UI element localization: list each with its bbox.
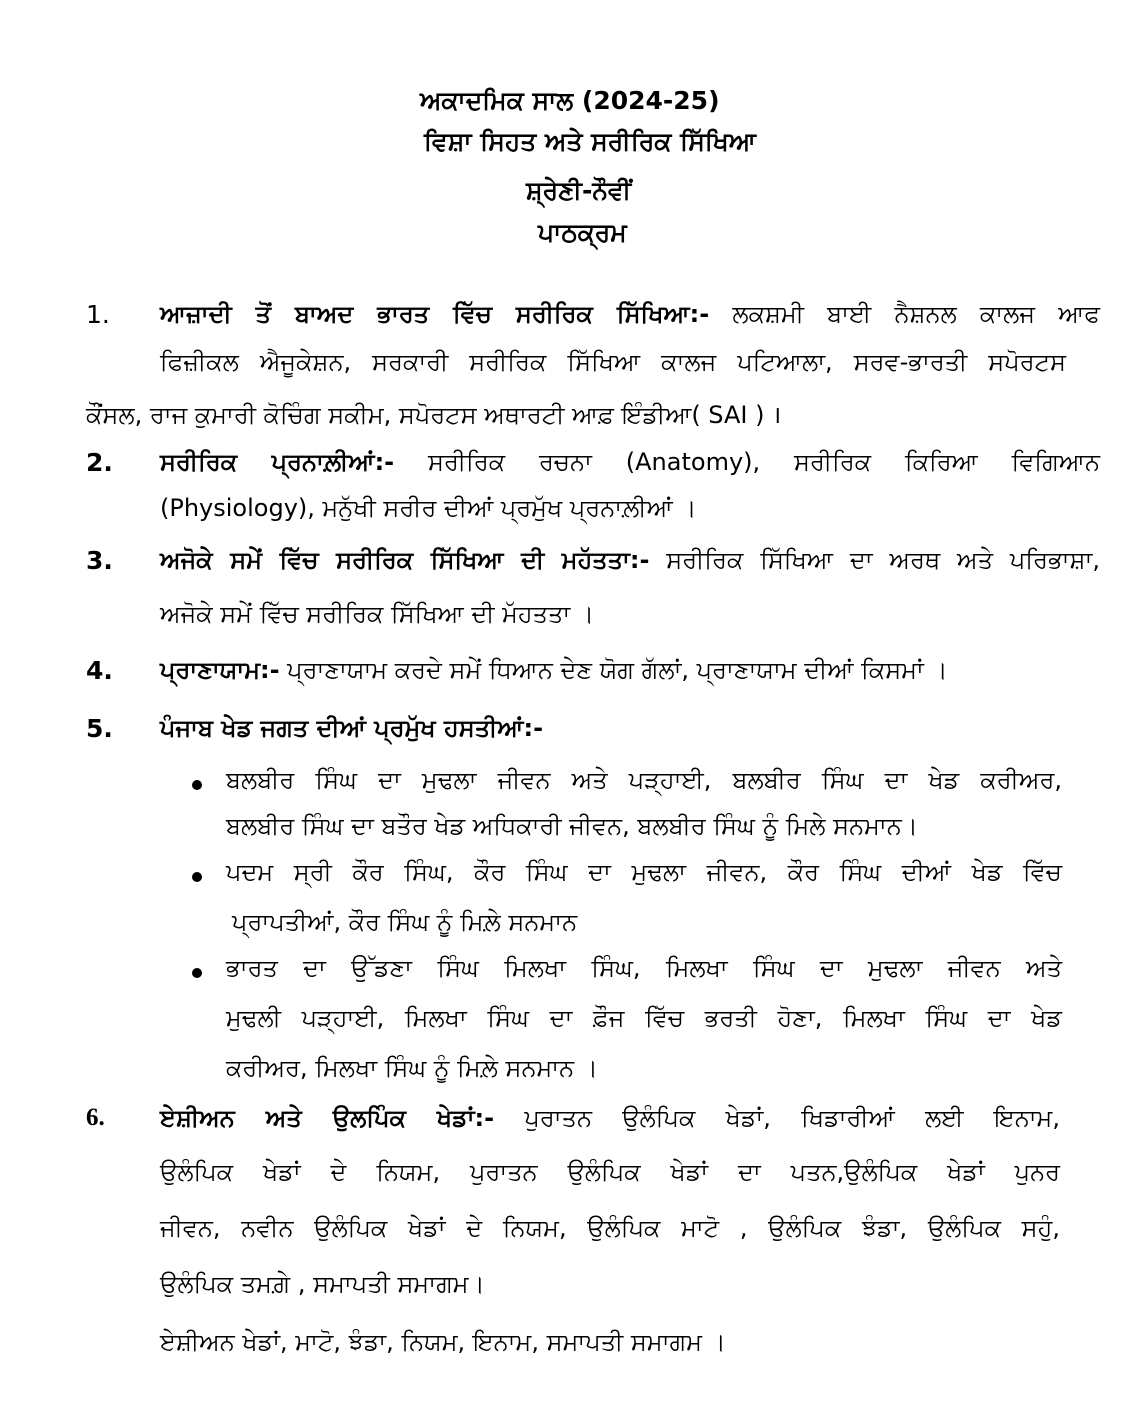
section-number: 6. [86, 1104, 105, 1131]
section-1-line-1 [160, 300, 1100, 328]
section-text: ਸਰੀਰਿਕ ਸਿੱਖਿਆ ਦਾ ਅਰਥ ਅਤੇ ਪਰਿਭਾਸ਼ਾ, [649, 546, 1100, 574]
section-title: ਆਜ਼ਾਦੀ ਤੋਂ ਬਾਅਦ ਭਾਰਤ ਵਿੱਚ ਸਰੀਰਿਕ ਸਿੱਖਿਆ:- [160, 300, 710, 328]
section-6-line-2: ਉਲੰਪਿਕ ਖੇਡਾਂ ਦੇ ਨਿਯਮ, ਪੁਰਾਤਨ ਉਲੰਪਿਕ ਖੇਡਾਂ ਦਾ ਪਤਨ,ਉਲੰਪਿਕ ਖੇਡਾਂ ਪੁਨਰ [160, 1158, 1060, 1186]
section-title: ਏਸ਼ੀਅਨ ਅਤੇ ਉਲਪਿੰਕ ਖੇਡਾਂ:- [160, 1104, 495, 1132]
section-title: ਪ੍ਰਾਣਾਯਾਮ:- [160, 656, 280, 684]
section-4-line-1 [160, 656, 948, 684]
section-2-line-2: (Physiology), ਮਨੁੱਖੀ ਸਰੀਰ ਦੀਆਂ ਪ੍ਰਮੁੱਖ ਪ੍ਰਨਾਲ਼ੀਆਂ । [160, 494, 697, 522]
section-1-line-3: ਕੌਂਸਲ, ਰਾਜ ਕੁਮਾਰੀ ਕੋਚਿੰਗ ਸਕੀਮ, ਸਪੋਰਟਸ ਅਥਾਰਟੀ ਆਫ਼ ਇੰਡੀਆ( SAI ) । [86, 401, 782, 429]
section-title: ਸਰੀਰਿਕ ਪ੍ਰਨਾਲ਼ੀਆਂ:- [160, 448, 395, 476]
bullet-icon [192, 968, 202, 978]
section-text: ਪੁਰਾਤਨ ਉਲੰਪਿਕ ਖੇਡਾਂ, ਖਿਡਾਰੀਆਂ ਲਈ ਇਨਾਮ, [494, 1104, 1060, 1132]
section-2-line-1 [160, 448, 1100, 476]
section-title: ਪੰਜਾਬ ਖੇਡ ਜਗਤ ਦੀਆਂ ਪ੍ਰਮੁੱਖ ਹਸਤੀਆਂ:- [160, 714, 544, 742]
section-3-line-1 [160, 546, 1100, 574]
section-text: ਸਰੀਰਿਕ ਰਚਨਾ (Anatomy), ਸਰੀਰਿਕ ਕਿਰਿਆ ਵਿਗਿਆਨ [394, 448, 1100, 476]
section-1-line-2: ਫਿਜ਼ੀਕਲ ਐਜੂਕੇਸ਼ਨ, ਸਰਕਾਰੀ ਸਰੀਰਿਕ ਸਿੱਖਿਆ ਕਾਲਜ ਪਟਿਆਲਾ, ਸਰਵ-ਭਾਰਤੀ ਸਪੋਰਟਸ [160, 348, 1066, 376]
section-3-line-2: ਅਜੋਕੇ ਸਮੇਂ ਵਿੱਚ ਸਰੀਰਿਕ ਸਿੱਖਿਆ ਦੀ ਮੱਹਤਤਾ । [160, 600, 595, 628]
section-number: 4. [86, 656, 113, 685]
section-title: ਅਜੋਕੇ ਸਮੇਂ ਵਿੱਚ ਸਰੀਰਿਕ ਸਿੱਖਿਆ ਦੀ ਮਹੱਤਤਾ:- [160, 546, 650, 574]
bullet-1-line-2: ਬਲਬੀਰ ਸਿੰਘ ਦਾ ਬਤੌਰ ਖੇਡ ਅਧਿਕਾਰੀ ਜੀਵਨ, ਬਲਬੀਰ ਸਿੰਘ ਨੂੰ ਮਿਲੇ ਸਨਮਾਨ। [226, 812, 918, 840]
bullet-icon [192, 872, 202, 882]
section-6-line-1 [160, 1104, 1060, 1132]
bullet-1-line-1: ਬਲਬੀਰ ਸਿੰਘ ਦਾ ਮੁਢਲਾ ਜੀਵਨ ਅਤੇ ਪੜ੍ਹਾਈ, ਬਲਬੀਰ ਸਿੰਘ ਦਾ ਖੇਡ ਕਰੀਅਰ, [226, 766, 1062, 794]
class-heading: ਸ਼੍ਰੇਣੀ-ਨੌਵੀਂ [526, 176, 632, 205]
section-text: ਪ੍ਰਾਣਾਯਾਮ ਕਰਦੇ ਸਮੇਂ ਧਿਆਨ ਦੇਣ ਯੋਗ ਗੱਲਾਂ, ਪ੍ਰਾਣਾਯਾਮ ਦੀਆਂ ਕਿਸਮਾਂ । [279, 656, 948, 684]
subject-heading: ਵਿਸ਼ਾ ਸਿਹਤ ਅਤੇ ਸਰੀਰਿਕ ਸਿੱਖਿਆ [424, 127, 756, 156]
section-number: 2. [86, 448, 113, 477]
bullet-2-line-2: ਪ੍ਰਾਪਤੀਆਂ, ਕੌਰ ਸਿੰਘ ਨੂੰ ਮਿਲ਼ੇ ਸਨਮਾਨ [232, 908, 578, 936]
bullet-3-line-2: ਮੁਢਲੀ ਪੜ੍ਹਾਈ, ਮਿਲਖਾ ਸਿੰਘ ਦਾ ਫ਼ੌਜ ਵਿੱਚ ਭਰਤੀ ਹੋਣਾ, ਮਿਲਖਾ ਸਿੰਘ ਦਾ ਖੇਡ [226, 1004, 1062, 1032]
section-number: 5. [86, 714, 113, 743]
syllabus-heading: ਪਾਠਕ੍ਰਮ [538, 218, 627, 247]
bullet-2-line-1: ਪਦਮ ਸ੍ਰੀ ਕੌਰ ਸਿੰਘ, ਕੌਰ ਸਿੰਘ ਦਾ ਮੁਢਲਾ ਜੀਵਨ, ਕੌਰ ਸਿੰਘ ਦੀਆਂ ਖੇਡ ਵਿੱਚ [226, 858, 1062, 886]
section-text: ਲਕਸ਼ਮੀ ਬਾਈ ਨੈਸ਼ਨਲ ਕਾਲਜ ਆਫ [709, 300, 1101, 328]
section-6-line-4: ਉਲੰਪਿਕ ਤਮਗ਼ੇ , ਸਮਾਪਤੀ ਸਮਾਗਮ। [160, 1270, 485, 1298]
section-number: 1. [86, 300, 110, 329]
section-6-line-5: ਏਸ਼ੀਅਨ ਖੇਡਾਂ, ਮਾਟੋ, ਝੰਡਾ, ਨਿਯਮ, ਇਨਾਮ, ਸਮਾਪਤੀ ਸਮਾਗਮ । [160, 1328, 726, 1356]
bullet-icon [192, 780, 202, 790]
academic-year-heading: ਅਕਾਦਮਿਕ ਸਾਲ (2024-25) [420, 86, 720, 115]
bullet-3-line-1: ਭਾਰਤ ਦਾ ਉੱਡਣਾ ਸਿੰਘ ਮਿਲਖਾ ਸਿੰਘ, ਮਿਲਖਾ ਸਿੰਘ ਦਾ ਮੁਢਲਾ ਜੀਵਨ ਅਤੇ [226, 954, 1062, 982]
section-number: 3. [86, 546, 113, 575]
bullet-3-line-3: ਕਰੀਅਰ, ਮਿਲਖਾ ਸਿੰਘ ਨੂੰ ਮਿਲ਼ੇ ਸਨਮਾਨ । [226, 1054, 598, 1082]
section-6-line-3: ਜੀਵਨ, ਨਵੀਨ ਉਲੰਪਿਕ ਖੇਡਾਂ ਦੇ ਨਿਯਮ, ਉਲੰਪਿਕ ਮਾਟੋ , ਉਲੰਪਿਕ ਝੰਡਾ, ਉਲੰਪਿਕ ਸਹੁੰ, [160, 1214, 1060, 1242]
